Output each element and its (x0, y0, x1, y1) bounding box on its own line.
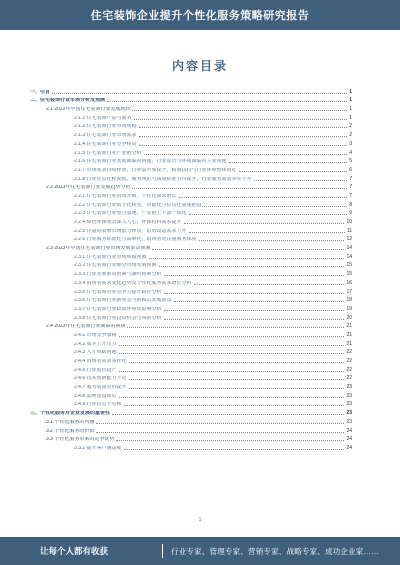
toc-entry-page: 1 (349, 106, 352, 113)
toc-entry-page: 14 (346, 253, 352, 260)
toc-leader-dots (134, 119, 348, 120)
toc-entry-page: 5 (349, 158, 352, 165)
toc-entry-page: 1 (349, 114, 352, 121)
toc-entry[interactable] (30, 390, 352, 399)
toc-leader-dots (129, 388, 345, 389)
toc-entry[interactable] (30, 347, 352, 356)
toc-entry-page: 23 (346, 384, 352, 391)
toc-entry[interactable] (30, 129, 352, 138)
toc-entry[interactable] (30, 434, 352, 443)
toc-entry-title: 2.3.8 住宅装饰行业投资机会与风险分析 (74, 315, 162, 321)
toc-entry[interactable] (30, 373, 352, 382)
toc-entry-title: 2.3.2 住宅装饰行业细分市场发展预测 (74, 263, 157, 269)
toc-entry[interactable] (30, 103, 352, 112)
toc-entry[interactable] (30, 268, 352, 277)
toc-entry-page: 2 (349, 132, 352, 139)
toc-entry-title: 2.2.4 绿色环保理念深入人心，环保材料需求提升 (74, 220, 182, 225)
toc-leader-dots (189, 232, 345, 233)
toc-entry[interactable] (30, 425, 352, 434)
toc-entry-page: 6 (349, 166, 352, 173)
toc-entry[interactable] (30, 416, 352, 425)
toc-entry-page: 17 (346, 288, 352, 295)
toc-leader-dots (127, 327, 344, 328)
toc-entry[interactable] (30, 208, 352, 217)
toc-leader-dots (107, 101, 347, 102)
toc-entry-page: 24 (346, 436, 352, 443)
toc-leader-dots (119, 371, 345, 372)
toc-entry-title: 二、住宅装饰行业市场分析及预测 (30, 98, 106, 104)
toc-leader-dots (139, 145, 348, 146)
toc-entry-title: 2.4.2 成本上升压力 (74, 341, 117, 347)
toc-heading: 内容目录 (171, 59, 228, 73)
toc-entry[interactable] (30, 86, 352, 95)
toc-entry[interactable] (30, 251, 352, 260)
toc-entry-title: 2.1.4 住宅装饰行业竞争格局 (74, 141, 137, 147)
toc-leader-dots (119, 353, 345, 354)
toc-entry[interactable] (30, 329, 352, 338)
toc-entry-page: 21 (346, 331, 352, 338)
toc-entry-title: 2.3.1 住宅装饰行业市场规模预测 (74, 254, 147, 260)
table-of-contents (30, 86, 352, 451)
toc-entry-title: 3.3.1 提升客户满意度 (74, 445, 122, 451)
toc-leader-dots (119, 397, 345, 398)
toc-entry-page: 22 (346, 366, 352, 373)
toc-leader-dots (132, 110, 347, 111)
toc-entry[interactable] (30, 355, 352, 364)
toc-entry-page: 8 (349, 201, 352, 208)
toc-entry-page: 9 (349, 210, 352, 217)
toc-entry-page: 14 (346, 245, 352, 252)
toc-entry[interactable] (30, 381, 352, 390)
toc-entry[interactable] (30, 321, 352, 330)
toc-entry-page: 12 (346, 236, 352, 243)
toc-leader-dots (184, 223, 345, 224)
footer-tagline: 行业专家、管理专家、营销专家、战略专家、成功企业家…… (171, 546, 379, 556)
toc-leader-dots (164, 319, 345, 320)
toc-entry-page: 16 (346, 279, 352, 286)
toc-entry[interactable] (30, 234, 352, 243)
toc-entry[interactable] (30, 277, 352, 286)
toc-entry-page: 7 (349, 175, 352, 182)
toc-entry-page: 23 (346, 401, 352, 408)
toc-leader-dots (112, 414, 344, 415)
toc-entry-title: 2.4.9 行业信息不对称 (74, 402, 122, 408)
toc-entry-page: 2 (349, 123, 352, 130)
toc-entry[interactable] (30, 407, 352, 416)
toc-leader-dots (52, 93, 347, 94)
toc-entry-title: 三、个性化服务对企业发展的重要性 (30, 411, 111, 417)
toc-entry-page: 18 (346, 297, 352, 304)
toc-leader-dots (152, 249, 344, 250)
toc-entry[interactable] (30, 312, 352, 321)
toc-leader-dots (239, 171, 348, 172)
toc-entry-title: 2.1.2 住宅装饰行业市场规模 (74, 124, 137, 130)
toc-leader-dots (119, 336, 345, 337)
toc-leader-dots (179, 197, 348, 198)
toc-leader-dots (199, 240, 345, 241)
toc-entry[interactable] (30, 182, 352, 191)
toc-entry-title: 2.1.6 住宅装饰行业发展面临的问题，行业监管与环境面临的主要问题 (74, 159, 227, 165)
toc-entry-page: 24 (346, 427, 352, 434)
toc-leader-dots (116, 440, 344, 441)
toc-leader-dots (204, 206, 348, 207)
toc-entry[interactable] (30, 112, 352, 121)
toc-entry-title: 2.1.8 行业信息化程度低，服务规范与质量标准有待提升，行业服务质量参差不齐 (74, 176, 252, 182)
toc-entry[interactable] (30, 164, 352, 173)
toc-entry[interactable] (30, 242, 352, 251)
toc-leader-dots (124, 449, 345, 450)
toc-entry-title: 2.4.5 行业监管趋严 (74, 367, 117, 373)
toc-entry-title: 2.2.5 存量房装修市场潜力释放，旧房改造需求上升 (74, 228, 187, 234)
toc-leader-dots (194, 284, 345, 285)
toc-entry-title: 2.4.1 市场竞争加剧 (74, 332, 117, 338)
toc-leader-dots (144, 154, 348, 155)
toc-entry-page: 15 (346, 271, 352, 278)
toc-entry-title: 2.2 2023年住宅装饰行业发展趋势分析 (46, 185, 131, 191)
toc-entry-page: 15 (346, 262, 352, 269)
toc-entry-page: 23 (346, 418, 352, 425)
toc-entry-page: 3 (349, 140, 352, 147)
toc-leader-dots (189, 214, 348, 215)
toc-entry[interactable] (30, 338, 352, 347)
toc-entry-title: 2.2.1 住宅装饰行业消费升级，个性化需求增长 (74, 193, 177, 199)
toc-entry-page: 7 (349, 192, 352, 199)
toc-entry-title: 2.4.7 服务质量有待提升 (74, 385, 127, 391)
toc-leader-dots (139, 136, 348, 137)
toc-entry-title: 2.1.1 住宅装饰产品与服务 (74, 115, 132, 121)
toc-entry-title: 2.3.5 住宅装饰企业竞争力提升路径分析 (74, 289, 162, 295)
toc-entry-title: 2.3.7 住宅装饰行业政策环境及影响分析 (74, 306, 162, 312)
toc-entry-page: 23 (346, 392, 352, 399)
toc-entry[interactable] (30, 260, 352, 269)
toc-leader-dots (174, 301, 345, 302)
toc-entry-title: 2.3 2023年中国住宅装饰行业市场发展前景预测 (46, 246, 151, 252)
toc-leader-dots (132, 188, 347, 189)
report-title: 住宅装饰企业提升个性化服务策略研究报告 (90, 10, 310, 22)
toc-entry-page: 22 (346, 375, 352, 382)
toc-entry[interactable] (30, 156, 352, 165)
toc-entry-title: 3.3 个性化服务带来的竞争优势 (46, 437, 115, 443)
toc-entry[interactable] (30, 295, 352, 304)
toc-leader-dots (96, 423, 344, 424)
toc-entry-title: 3.1 个性化服务的内涵 (46, 419, 95, 425)
toc-entry[interactable] (30, 138, 352, 147)
toc-leader-dots (164, 293, 345, 294)
toc-entry-page: 23 (346, 410, 352, 417)
toc-entry-title: 2.4.8 品牌建设滞后 (74, 393, 117, 399)
toc-leader-dots (164, 275, 345, 276)
toc-entry-title: 2.2.2 住宅装饰行业数字化转型，智能化与信息化加速推进 (74, 202, 202, 208)
toc-entry-title: 2.4.3 人才短缺问题 (74, 350, 117, 356)
toc-entry[interactable] (30, 286, 352, 295)
toc-leader-dots (159, 266, 345, 267)
toc-entry-page: 7 (349, 184, 352, 191)
toc-entry-page: 21 (346, 340, 352, 347)
toc-entry-page: 1 (349, 97, 352, 104)
toc-entry-title: 2.3.6 住宅装饰行业新业态与新模式发展前景 (74, 298, 172, 304)
toc-entry-page: 21 (346, 323, 352, 330)
toc-entry-page: 4 (349, 149, 352, 156)
toc-leader-dots (124, 405, 345, 406)
footer-brand: 让每个人都有收获 (40, 546, 109, 556)
toc-entry[interactable] (30, 399, 352, 408)
toc-entry[interactable] (30, 121, 352, 130)
toc-entry-page: 24 (346, 444, 352, 451)
toc-entry-title: 2.3.4 消费者需求变化趋势及个性化服务需求增长分析 (74, 280, 192, 286)
toc-entry-title: 2.1.3 住宅装饰行业市场需求 (74, 133, 137, 139)
toc-entry[interactable] (30, 95, 352, 104)
toc-entry-page: 22 (346, 349, 352, 356)
toc-entry-title: 2.1.7 市场需求持续释放，行业集中度提升，政策扶持与行业环境整体向好 (74, 167, 237, 173)
toc-entry[interactable] (30, 199, 352, 208)
toc-leader-dots (164, 310, 345, 311)
page-number: 1 (198, 517, 202, 523)
toc-entry-page: 10 (346, 219, 352, 225)
toc-entry[interactable] (30, 442, 352, 451)
toc-leader-dots (129, 379, 345, 380)
toc-entry-title: 3.2 个性化服务的价值 (46, 428, 95, 434)
footer-divider (162, 544, 163, 558)
toc-entry-title: 2.3.3 行业发展驱动因素与制约因素分析 (74, 272, 162, 278)
toc-leader-dots (229, 162, 348, 163)
toc-entry-title: 2.4 2023年住宅装饰行业面临的挑战 (46, 324, 126, 330)
footer-banner (0, 537, 400, 565)
header-banner (0, 0, 400, 30)
toc-entry-title: 2.4.6 技术创新能力不足 (74, 376, 127, 382)
toc-entry-title: 2.2.6 行业服务标准化与品牌化，消费者更注重服务体验 (74, 237, 197, 243)
toc-leader-dots (96, 432, 344, 433)
toc-entry-title: 2.1.5 住宅装饰行业产业链分析 (74, 150, 142, 156)
toc-leader-dots (129, 362, 345, 363)
toc-entry-title: 2.2.3 住宅装饰行业整合加速，产业链上下游一体化 (74, 211, 187, 217)
toc-entry-title: 一、引言 (30, 89, 51, 95)
toc-entry[interactable] (30, 364, 352, 373)
toc-leader-dots (119, 345, 345, 346)
toc-entry-title: 2.1 2022年中国住宅装饰行业发展现状 (46, 107, 131, 113)
toc-entry-page: 22 (346, 358, 352, 364)
toc-entry-title: 2.4.4 消费者需求多样化 (74, 359, 127, 364)
toc-entry-page: 19 (346, 305, 352, 312)
toc-entry[interactable] (30, 173, 352, 182)
toc-entry[interactable] (30, 190, 352, 199)
toc-entry[interactable] (30, 225, 352, 234)
toc-entry-page: 20 (346, 314, 352, 321)
toc-entry[interactable] (30, 216, 352, 225)
toc-entry[interactable] (30, 147, 352, 156)
toc-entry-page: 11 (346, 227, 352, 234)
toc-entry[interactable] (30, 303, 352, 312)
toc-leader-dots (149, 258, 345, 259)
toc-leader-dots (254, 180, 348, 181)
toc-entry-page: 1 (349, 88, 352, 95)
toc-leader-dots (139, 127, 348, 128)
